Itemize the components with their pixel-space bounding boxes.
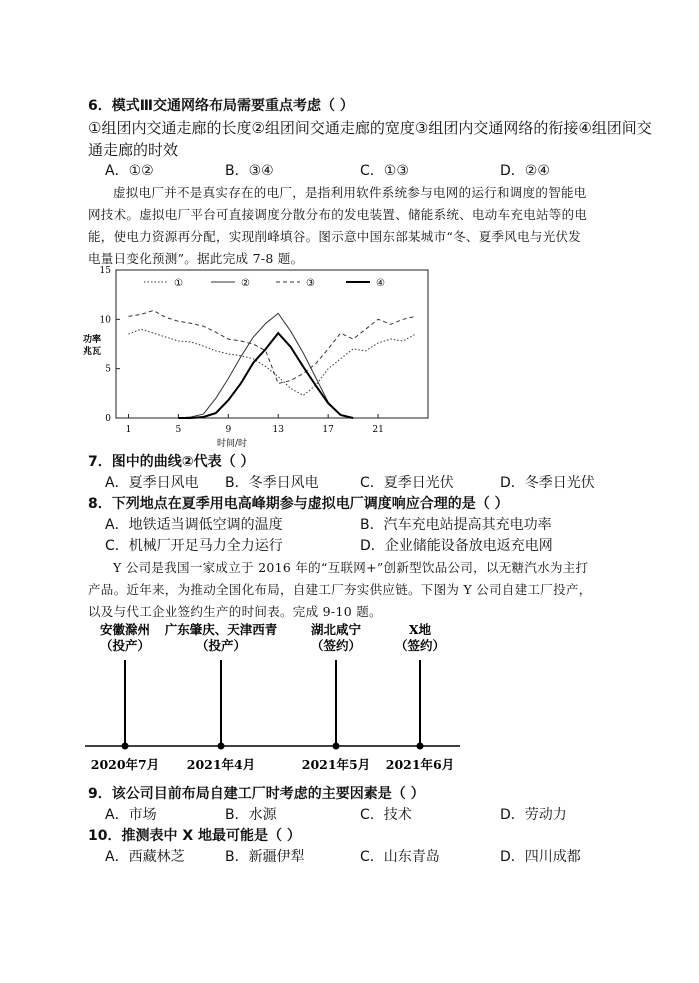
x-tick-label-1: 1 <box>125 425 132 435</box>
x-tick-label-21: 21 <box>372 425 384 435</box>
q10-option-d[interactable]: D．四川成都 <box>500 849 581 865</box>
legend-label-1: ① <box>174 278 183 289</box>
y-tick-label-10: 10 <box>99 315 111 326</box>
y-tick-label-5: 5 <box>105 364 111 375</box>
q10-option-c[interactable]: C．山东青岛 <box>360 849 440 865</box>
timeline-dot-2 <box>218 743 225 750</box>
timeline-dot-3 <box>333 743 340 750</box>
q9-option-c[interactable]: C．技术 <box>360 807 412 823</box>
q9-option-d[interactable]: D．劳动力 <box>500 807 567 823</box>
q8-option-d[interactable]: D．企业储能设备放电返充电网 <box>360 538 553 554</box>
passage2-line1: Y 公司是我国一家成立于 2016 年的“互联网+”创新型饮品公司，以无糖汽水为主打 <box>113 560 589 575</box>
q6-option-c[interactable]: C．①③ <box>360 163 409 179</box>
series-line-4 <box>178 333 353 418</box>
x-tick-label-5: 5 <box>175 425 182 435</box>
timeline-dot-1 <box>122 743 129 750</box>
legend-label-4: ④ <box>376 278 385 289</box>
q7-option-c[interactable]: C．夏季日光伏 <box>360 475 454 491</box>
chart-frame <box>116 270 428 418</box>
q7-option-a[interactable]: A．夏季日风电 <box>105 475 199 491</box>
q6-line1: ①组团内交通走廊的长度②组团间交通走廊的宽度③组团内交通网络的衔接④组团间交 <box>88 119 652 137</box>
x-axis-label: 时间/时 <box>216 439 248 448</box>
timeline-status-4: （签约） <box>394 638 446 653</box>
q8-option-c[interactable]: C．机械厂开足马力全力运行 <box>105 538 283 554</box>
passage2-line3: 以及与代工企业签约生产的时间表。完成 9-10 题。 <box>88 604 382 619</box>
timeline-date-1: 2020年7月 <box>90 757 160 772</box>
q9-option-b[interactable]: B．水源 <box>225 807 277 823</box>
timeline-date-3: 2021年5月 <box>301 757 371 772</box>
timeline-status-1: （投产） <box>99 638 151 653</box>
x-tick-label-13: 13 <box>272 425 284 435</box>
q8-option-b[interactable]: B．汽车充电站提高其充电功率 <box>360 517 552 533</box>
q10-option-b[interactable]: B．新疆伊犁 <box>225 849 305 865</box>
q7-option-d[interactable]: D．冬季日光伏 <box>500 475 595 491</box>
q10-stem: 10．推测表中 X 地最可能是（ ） <box>88 828 301 844</box>
q6-option-b[interactable]: B．③④ <box>225 163 274 179</box>
timeline-place-3: 湖北咸宁 <box>310 622 362 637</box>
passage2-line2: 产品。近年来，为推动全国化布局，自建工厂夯实供应链。下图为 Y 公司自建工厂投产， <box>88 582 592 597</box>
timeline-place-1: 安徽滁州 <box>99 622 151 637</box>
q8-stem: 8．下列地点在夏季用电高峰期参与虚拟电厂调度响应合理的是（ ） <box>88 496 509 512</box>
passage1-line4: 电量日变化预测”。据此完成 7-8 题。 <box>88 251 304 266</box>
q10-option-a[interactable]: A．西藏林芝 <box>105 849 185 865</box>
q6-stem: 6．模式Ⅲ交通网络布局需要重点考虑（ ） <box>88 98 354 114</box>
timeline-status-2: （投产） <box>195 638 247 653</box>
q6-option-d[interactable]: D．②④ <box>500 163 550 179</box>
timeline-date-2: 2021年4月 <box>186 757 256 772</box>
q6-line2: 通走廊的时效 <box>88 141 179 159</box>
passage1-line3: 能，使电力资源再分配，实现削峰填谷。图示意中国东部某城市“冬、夏季风电与光伏发 <box>88 229 582 244</box>
timeline-date-4: 2021年6月 <box>385 757 455 772</box>
timeline-status-3: （签约） <box>310 638 362 653</box>
timeline-place-4: X地 <box>408 622 432 637</box>
series-line-1 <box>129 329 416 395</box>
legend-label-3: ③ <box>306 278 315 289</box>
x-tick-label-17: 17 <box>322 425 334 435</box>
passage1-line2: 网技术。虚拟电厂平台可直接调度分散分布的发电装置、储能系统、电动车充电站等的电 <box>88 207 588 222</box>
passage1-line1: 虚拟电厂并不是真实存在的电厂，是指利用软件系统参与电网的运行和调度的智能电 <box>113 185 587 200</box>
q6-option-a[interactable]: A．①② <box>105 163 154 179</box>
timeline-dot-4 <box>417 743 424 750</box>
q7-option-b[interactable]: B．冬季日风电 <box>225 475 319 491</box>
q9-stem: 9．该公司目前布局自建工厂时考虑的主要因素是（ ） <box>88 786 425 802</box>
power-chart <box>80 262 440 448</box>
q9-option-a[interactable]: A．市场 <box>105 807 157 823</box>
y-axis-label: 功率兆瓦 <box>82 335 102 357</box>
q7-stem: 7．图中的曲线②代表（ ） <box>88 454 255 470</box>
legend-label-2: ② <box>241 278 250 289</box>
x-tick-label-9: 9 <box>225 425 232 435</box>
timeline-place-2: 广东肇庆、天津西青 <box>164 622 278 637</box>
q8-option-a[interactable]: A．地铁适当调低空调的温度 <box>105 517 283 533</box>
y-tick-label-0: 0 <box>105 414 111 424</box>
factory-timeline <box>80 618 480 778</box>
passage1 <box>88 182 648 204</box>
y-tick-label-15: 15 <box>99 266 111 276</box>
